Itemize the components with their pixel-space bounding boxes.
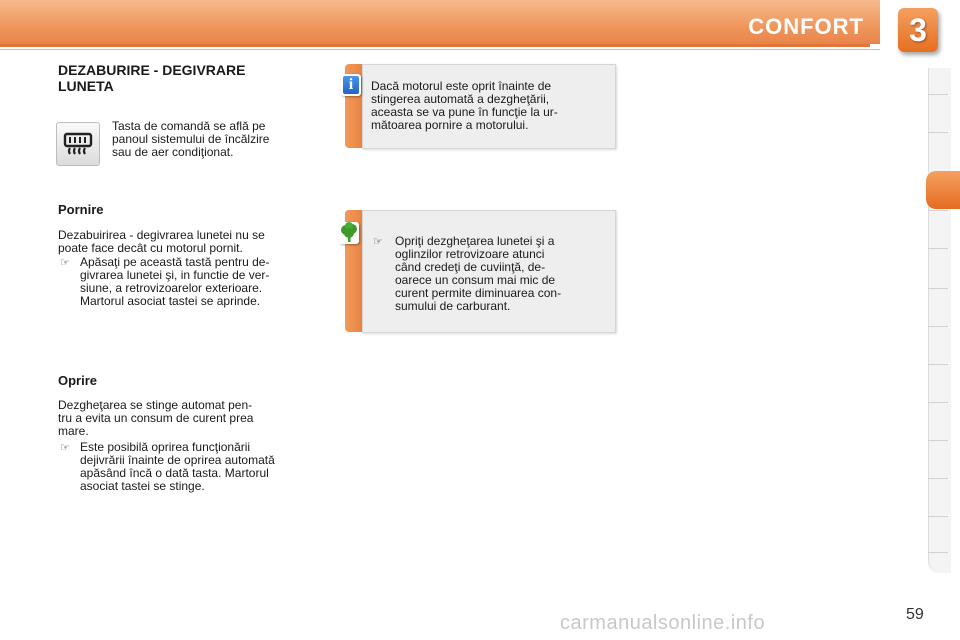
section-title — [58, 62, 308, 94]
text-line: Apăsaţi pe această tastă pentru de- — [80, 255, 270, 269]
pornire-bullet — [80, 256, 326, 308]
tab-divider — [928, 364, 948, 365]
intro-text — [112, 120, 326, 159]
bullet-hand-icon: ☞ — [60, 257, 70, 269]
tab-divider — [928, 288, 948, 289]
chapter-number-badge: 3 — [898, 8, 938, 52]
text-line: Dezabuirirea - degivrarea lunetei nu se — [58, 228, 265, 242]
text-line: tru a evita un consum de curent prea — [58, 411, 254, 425]
tab-divider — [928, 210, 948, 211]
chapter-tab-strip — [928, 68, 951, 573]
text-line: dejivrării înainte de oprirea automată — [80, 453, 275, 467]
text-line: siune, a retrovizoarelor exterioare. — [80, 281, 263, 295]
pornire-heading: Pornire — [58, 202, 104, 217]
text-line: Dezgheţarea se stinge automat pen- — [58, 398, 253, 412]
tab-divider — [928, 552, 948, 553]
info-box-text — [371, 80, 609, 132]
text-line: Opriţi dezgheţarea lunetei şi a — [395, 234, 555, 248]
pornire-text — [58, 229, 326, 255]
tab-divider — [928, 440, 948, 441]
oprire-bullet — [80, 441, 326, 493]
tree-icon — [339, 222, 359, 244]
text-line: Tasta de comandă se află pe — [112, 119, 266, 133]
rear-defrost-icon — [56, 122, 100, 166]
chapter-tab-active[interactable] — [926, 171, 960, 209]
text-line: mătoarea pornire a motorului. — [371, 118, 529, 132]
text-line: când credeţi de cuviinţă, de- — [395, 260, 546, 274]
text-line: oarece un consum mai mic de — [395, 273, 556, 287]
text-line: stingerea automată a dezgheţării, — [371, 92, 550, 106]
section-title-line: DEZABURIRE - DEGIVRARE — [58, 62, 246, 78]
info-icon — [341, 74, 361, 96]
text-line: apăsând încă o dată tasta. Martorul — [80, 466, 269, 480]
text-line: panoul sistemului de încălzire — [112, 132, 270, 146]
page-header — [0, 0, 960, 50]
chapter-title: CONFORT — [748, 14, 864, 39]
info-icon-glyph: i — [343, 76, 359, 94]
eco-box-text — [395, 235, 609, 313]
info-box — [362, 64, 616, 149]
bullet-hand-icon: ☞ — [373, 236, 383, 248]
text-line: poate face decât cu motorul pornit. — [58, 241, 243, 255]
text-line: mare. — [58, 424, 89, 438]
watermark: carmanualsonline.info — [560, 612, 766, 634]
oprire-text — [58, 399, 326, 438]
text-line: sau de aer condiţionat. — [112, 145, 234, 159]
text-line: aceasta se va pune în funcţie la ur- — [371, 105, 558, 119]
page-number: 59 — [906, 606, 924, 623]
oprire-heading: Oprire — [58, 373, 98, 388]
text-line: Martorul asociat tastei se aprinde. — [80, 294, 261, 308]
tab-divider — [928, 478, 948, 479]
bullet-hand-icon: ☞ — [60, 442, 70, 454]
tab-divider — [928, 516, 948, 517]
section-title-line: LUNETA — [58, 78, 114, 94]
text-line: oglinzilor retrovizoare atunci — [395, 247, 545, 261]
text-line: sumului de carburant. — [395, 299, 511, 313]
header-stripe — [0, 44, 870, 47]
text-line: Este posibilă oprirea funcţionării — [80, 440, 251, 454]
text-line: givrarea lunetei şi, in functie de ver- — [80, 268, 270, 282]
header-stripe-thin — [0, 49, 880, 50]
text-line: Dacă motorul este oprit înainte de — [371, 79, 552, 93]
tab-divider — [928, 94, 948, 95]
tab-divider — [928, 402, 948, 403]
text-line: asociat tastei se stinge. — [80, 479, 205, 493]
tab-divider — [928, 132, 948, 133]
tab-divider — [928, 326, 948, 327]
eco-box — [362, 210, 616, 333]
text-line: curent permite diminuarea con- — [395, 286, 562, 300]
tab-divider — [928, 248, 948, 249]
